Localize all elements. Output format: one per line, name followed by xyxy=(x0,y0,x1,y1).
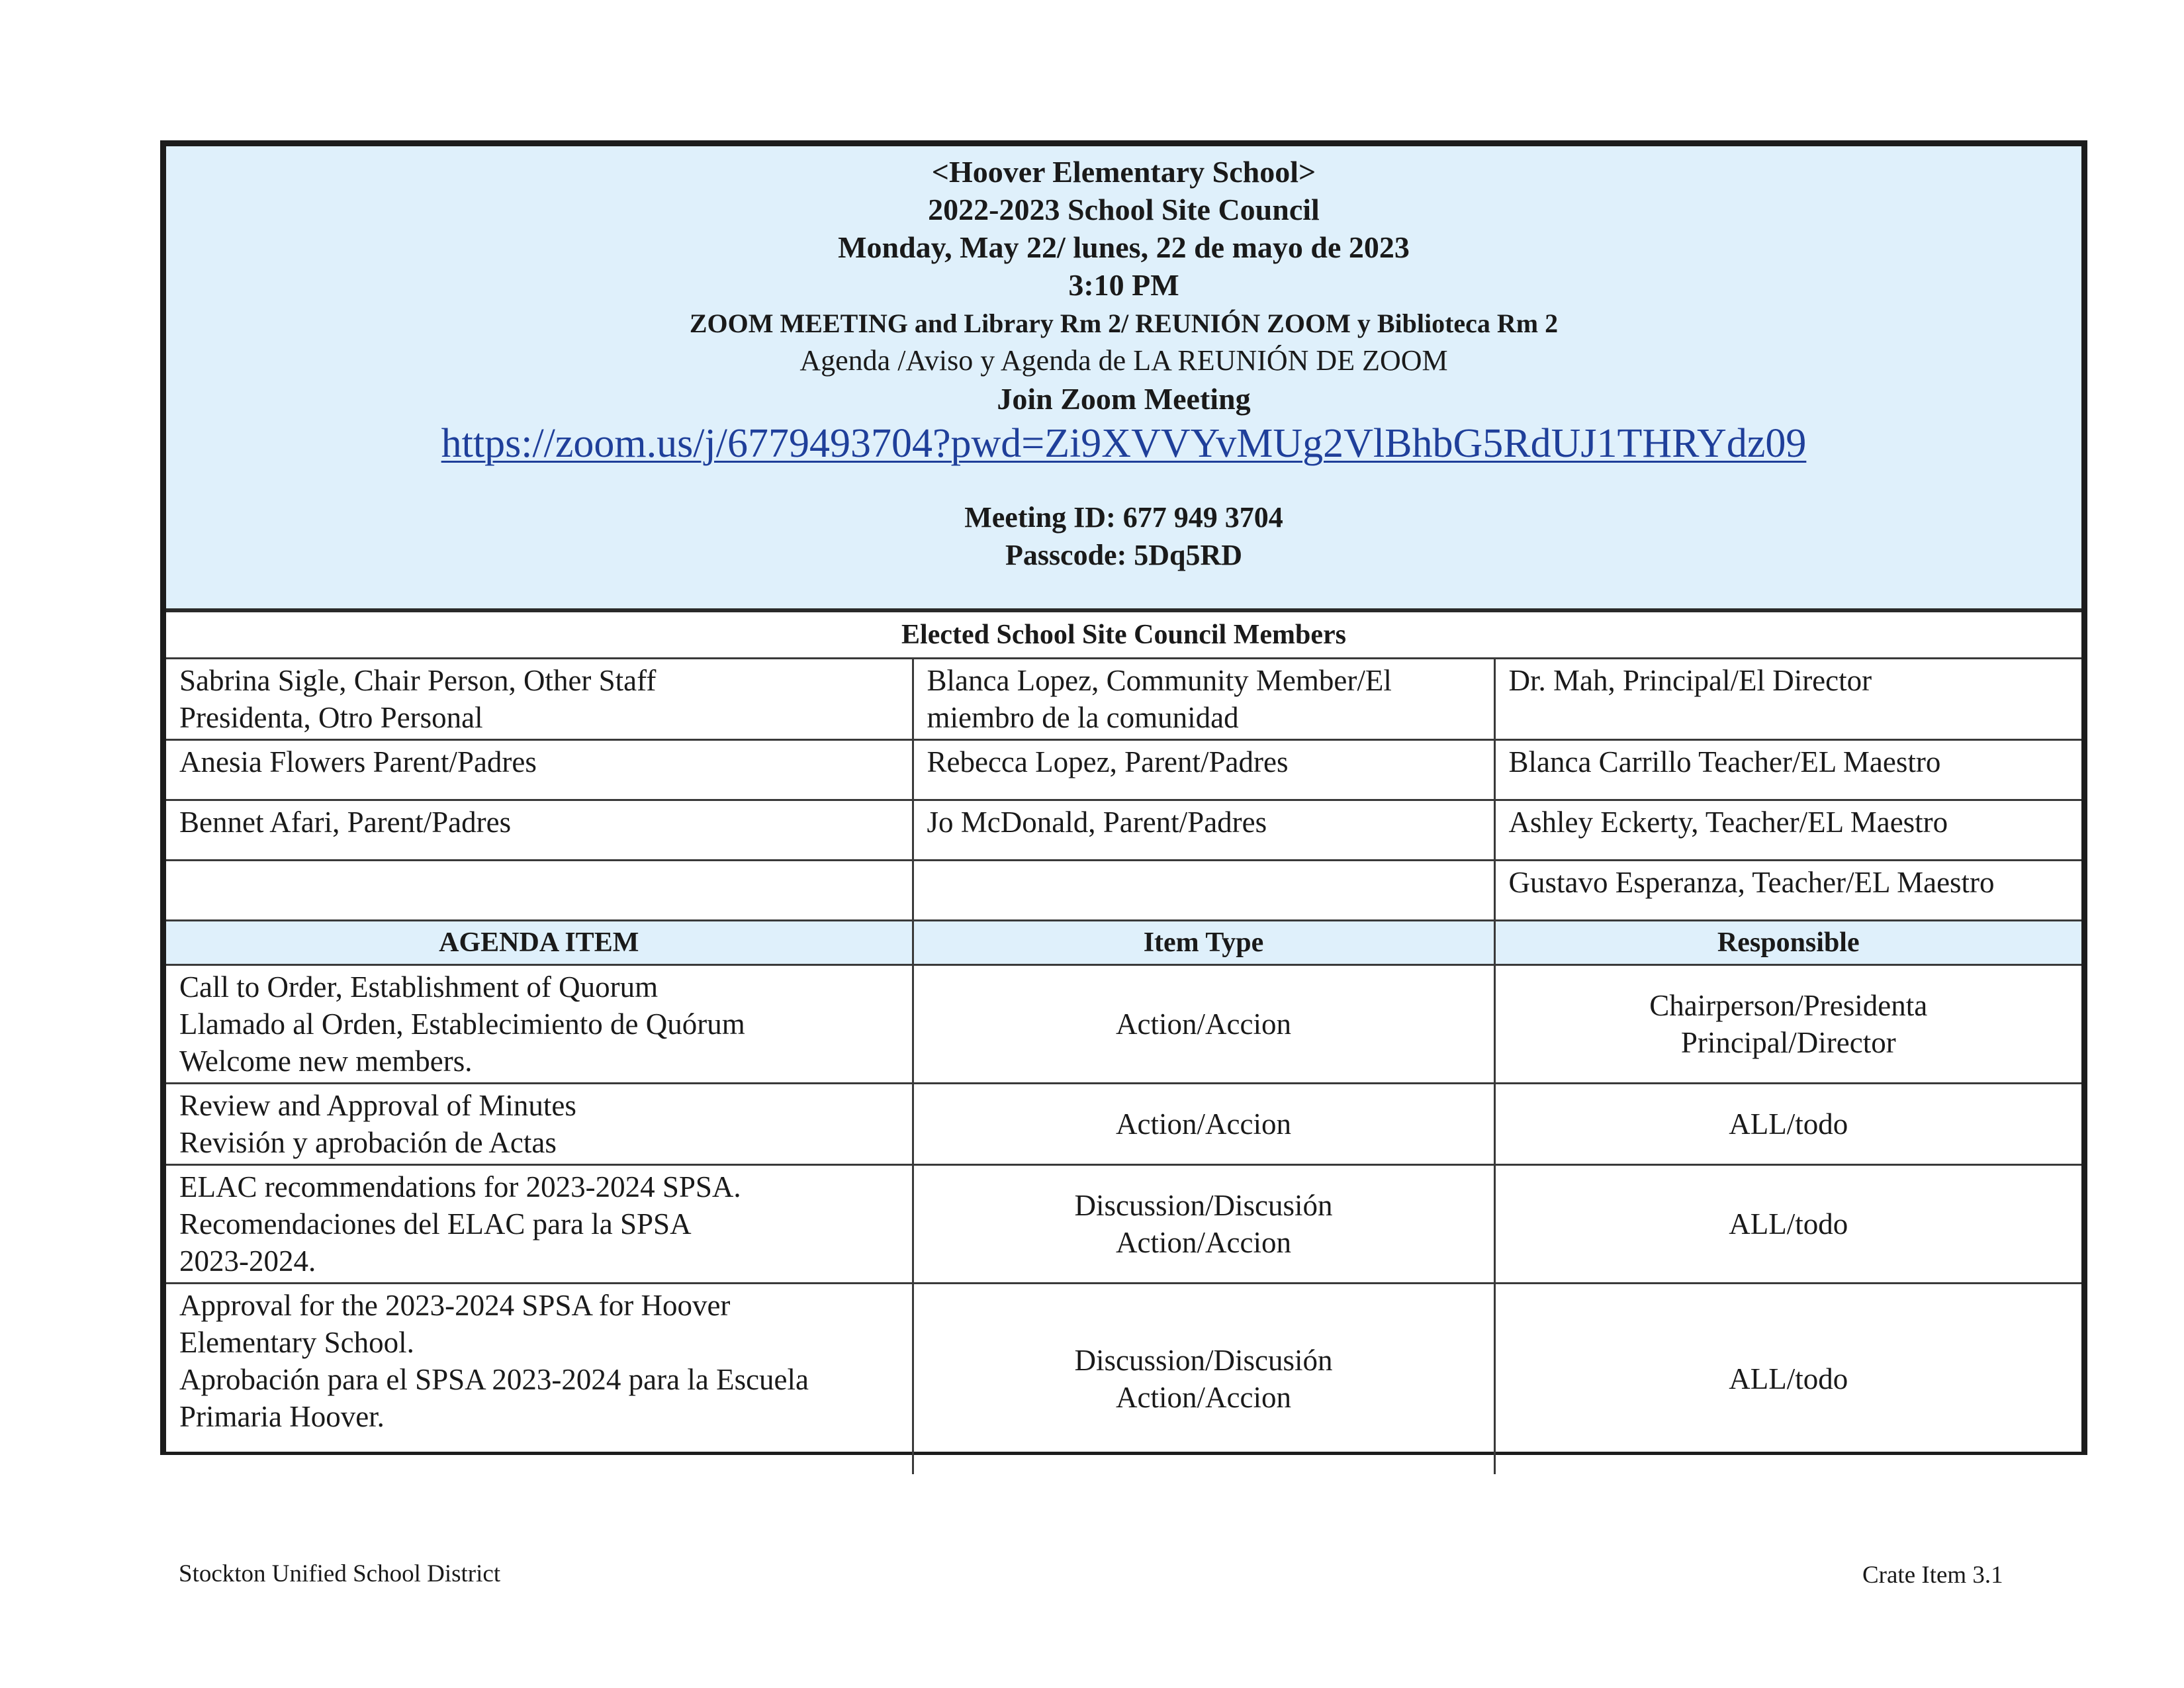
agenda-item: Approval for the 2023-2024 SPSA for Hoover Elementary School. Aprobación para el SPSA 2023-2024 para la Escuela Primaria Hoover. xyxy=(166,1284,913,1474)
member-cell: Sabrina Sigle, Chair Person, Other Staff Presidenta, Otro Personal xyxy=(166,659,913,740)
item-type-header: Item Type xyxy=(913,921,1494,965)
responsible: ALL/todo xyxy=(1494,1284,2081,1474)
responsible: ALL/todo xyxy=(1494,1084,2081,1165)
table-row xyxy=(166,659,2081,740)
item-type: Action/Accion xyxy=(913,965,1494,1084)
responsible: ALL/todo xyxy=(1494,1165,2081,1284)
agenda-item: ELAC recommendations for 2023-2024 SPSA. Recomendaciones del ELAC para la SPSA 2023-2024. xyxy=(166,1165,913,1284)
meeting-id: Meeting ID: 677 949 3704 xyxy=(964,501,1283,534)
responsible: Chairperson/Presidenta Principal/Director xyxy=(1494,965,2081,1084)
table-row xyxy=(166,740,2081,800)
member-cell: Jo McDonald, Parent/Padres xyxy=(913,800,1494,861)
passcode: Passcode: 5Dq5RD xyxy=(1005,539,1243,571)
member-cell xyxy=(166,861,913,921)
item-type: Discussion/Discusión Action/Accion xyxy=(913,1165,1494,1284)
table-row xyxy=(166,1165,2081,1284)
agenda-item: Call to Order, Establishment of Quorum Llamado al Orden, Establecimiento de Quórum Welcome new members. xyxy=(166,965,913,1084)
member-cell xyxy=(913,861,1494,921)
meeting-time: 3:10 PM xyxy=(1068,268,1179,302)
member-cell: Bennet Afari, Parent/Padres xyxy=(166,800,913,861)
responsible-header: Responsible xyxy=(1494,921,2081,965)
member-cell: Gustavo Esperanza, Teacher/EL Maestro xyxy=(1494,861,2081,921)
table-row xyxy=(166,800,2081,861)
crate-item-footer: Crate Item 3.1 xyxy=(1862,1562,2003,1589)
school-name: <Hoover Elementary School> xyxy=(931,155,1316,189)
meeting-location: ZOOM MEETING and Library Rm 2/ REUNIÓN ZOOM y Biblioteca Rm 2 xyxy=(689,308,1559,338)
item-type: Discussion/Discusión Action/Accion xyxy=(913,1284,1494,1474)
member-cell: Anesia Flowers Parent/Padres xyxy=(166,740,913,800)
member-cell: Dr. Mah, Principal/El Director xyxy=(1494,659,2081,740)
join-zoom-label: Join Zoom Meeting xyxy=(997,382,1251,416)
table-row xyxy=(166,861,2081,921)
agenda-table xyxy=(166,612,2081,1474)
agenda-document xyxy=(160,140,2087,1455)
table-row xyxy=(166,1084,2081,1165)
agenda-notice: Agenda /Aviso y Agenda de LA REUNIÓN DE ZOOM xyxy=(799,344,1448,377)
agenda-item: Review and Approval of Minutes Revisión y aprobación de Actas xyxy=(166,1084,913,1165)
zoom-meeting-link[interactable]: https://zoom.us/j/6779493704?pwd=Zi9XVVYvMUg2VlBhbG5RdUJ1THRYdz09 xyxy=(441,421,1807,466)
district-footer: Stockton Unified School District xyxy=(179,1560,501,1587)
meeting-date: Monday, May 22/ lunes, 22 de mayo de 2023 xyxy=(838,230,1410,264)
member-cell: Blanca Carrillo Teacher/EL Maestro xyxy=(1494,740,2081,800)
members-title: Elected School Site Council Members xyxy=(166,612,2081,659)
table-row xyxy=(166,965,2081,1084)
member-cell: Rebecca Lopez, Parent/Padres xyxy=(913,740,1494,800)
item-type: Action/Accion xyxy=(913,1084,1494,1165)
agenda-header-row xyxy=(166,921,2081,965)
member-cell: Ashley Eckerty, Teacher/EL Maestro xyxy=(1494,800,2081,861)
table-row xyxy=(166,1284,2081,1474)
member-cell: Blanca Lopez, Community Member/El miembro de la comunidad xyxy=(913,659,1494,740)
council-title: 2022-2023 School Site Council xyxy=(928,193,1320,226)
agenda-item-header: AGENDA ITEM xyxy=(166,921,913,965)
meeting-header xyxy=(166,146,2081,612)
